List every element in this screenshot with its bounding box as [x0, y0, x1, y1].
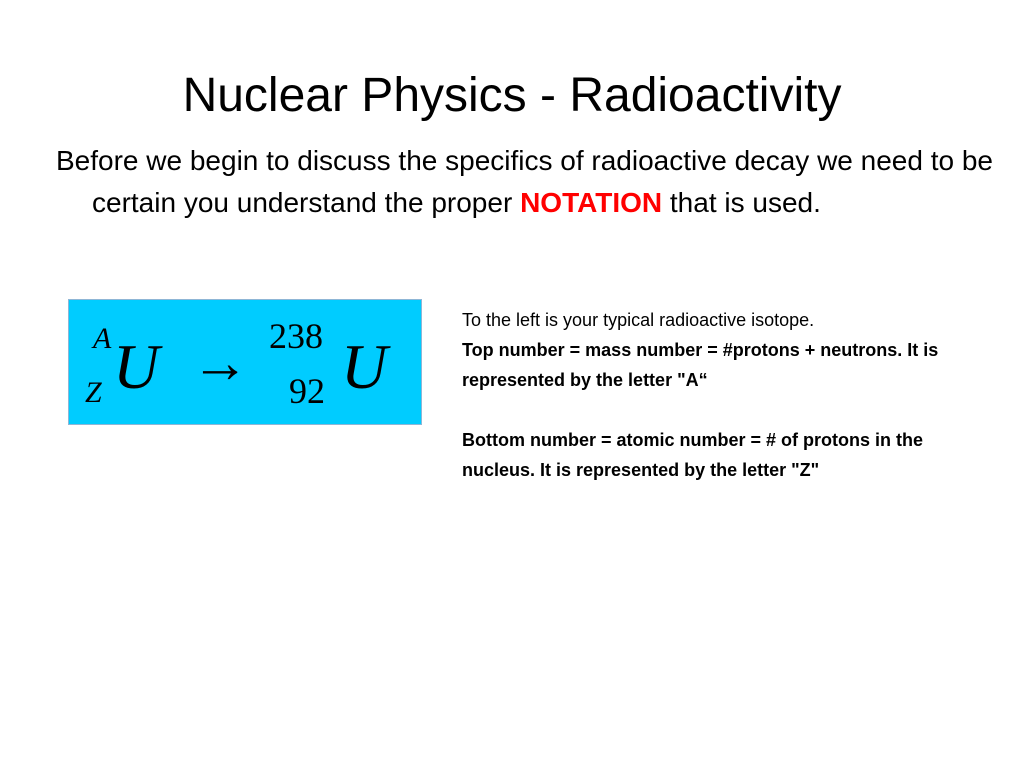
- intro-text: Before we begin to discuss the specifics of radioactive decay we need to be certain you understand the proper: [56, 145, 993, 218]
- specific-element-symbol: U: [341, 331, 388, 402]
- slide-title: Nuclear Physics - Radioactivity: [182, 69, 842, 122]
- intro-text-end: that is used.: [662, 187, 821, 218]
- mass-number-explanation: Top number = mass number = #protons + neutrons. It is represented by the letter "A“: [462, 340, 939, 390]
- isotope-notation-image: [68, 299, 422, 425]
- specific-atomic-number: 92: [289, 371, 325, 411]
- generic-mass-number: A: [93, 322, 112, 355]
- explanation-intro: To the left is your typical radioactive isotope.: [462, 310, 815, 330]
- isotope-notation-svg: [69, 300, 421, 424]
- generic-element-symbol: U: [113, 331, 160, 402]
- decay-arrow: →: [191, 330, 249, 395]
- atomic-number-explanation: Bottom number = atomic number = # of protons in the nucleus. It is represented by the letter "Z": [462, 430, 924, 480]
- specific-mass-number: 238: [269, 316, 323, 356]
- explanation-text: [462, 305, 942, 485]
- notation-emphasis: NOTATION: [520, 187, 663, 218]
- intro-paragraph: [56, 140, 1012, 224]
- generic-atomic-number: Z: [85, 376, 102, 409]
- spacer: [462, 395, 942, 425]
